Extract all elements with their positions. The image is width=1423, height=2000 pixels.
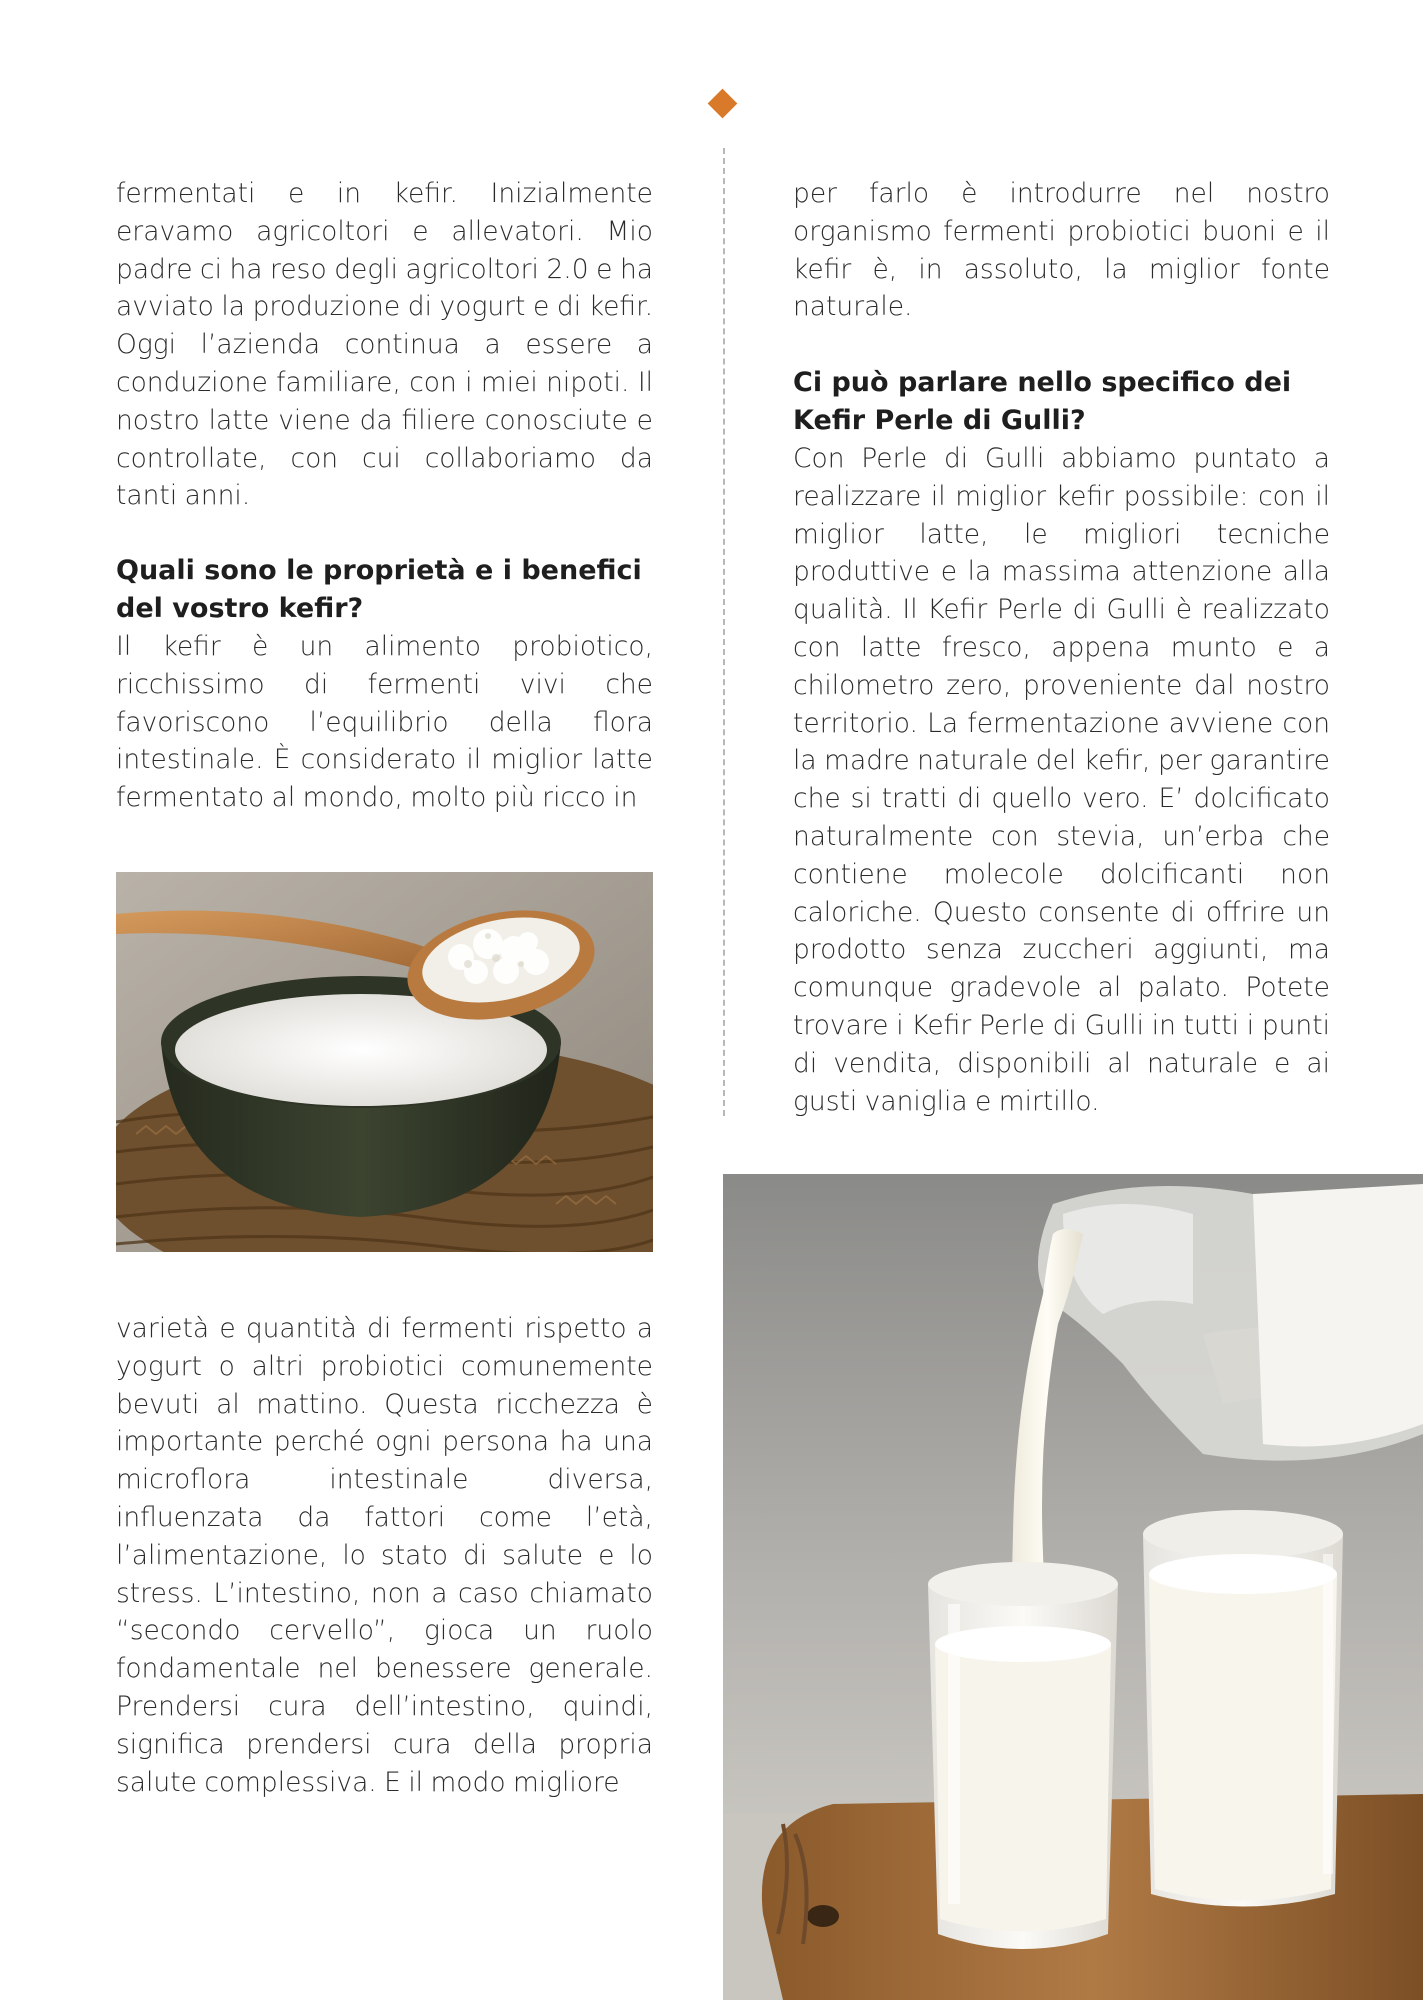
kefir-pouring-photo	[723, 1174, 1423, 2000]
body-paragraph: per farlo è introdurre nel nostro organismo fermenti probiotici buoni e il kefir è, in assoluto, la miglior fonte naturale.	[793, 178, 1330, 323]
body-paragraph: varietà e quantità di fermenti rispetto a yogurt o altri probiotici comunemente bevuti al mattino. Questa ricchezza è importante perché ogni persona ha una microflora intestinale diversa, influenzata da fattori come l’età, l’alimentazione, lo stato di salute e lo stress. L’intestino, non a caso chiamato “secondo cervello”, gioca un ruolo fondamentale nel benessere generale. Prendersi cura dell’intestino, quindi, significa prendersi cura della propria salute complessiva. E il modo migliore	[116, 1313, 653, 1798]
question-heading: Quali sono le proprietà e i benefici del vostro kefir?	[116, 555, 642, 624]
body-paragraph: Con Perle di Gulli abbiamo puntato a realizzare il miglior kefir possibile: con il miglior latte, le migliori tecniche produttive e la massima attenzione alla qualità. Il Kefir Perle di Gulli è realizzato con latte fresco, appena munto e a chilometro zero, proveniente dal nostro territorio. La fermentazione avviene con la madre naturale del kefir, per garantire che si tratti di quello vero. E’ dolcificato naturalmente con stevia, un’erba che contiene molecole dolcificanti non caloriche. Questo consente di offrire un prodotto senza zuccheri aggiunti, ma comunque gradevole al palato. Potete trovare i Kefir Perle di Gulli in tutti i punti di vendita, disponibili al naturale e ai gusti vaniglia e mirtillo.	[793, 443, 1330, 1117]
kefir-bowl-photo	[116, 872, 653, 1252]
body-paragraph: Il kefir è un alimento probiotico, ricchissimo di fermenti vivi che favoriscono l’equilibrio della flora intestinale. È considerato il miglior latte fermentato al mondo, molto più ricco in	[116, 631, 653, 814]
column-divider	[723, 148, 725, 1116]
question-heading: Ci può parlare nello specifico dei Kefir Perle di Gulli?	[793, 367, 1292, 436]
ornament-diamond-icon	[708, 89, 738, 119]
body-paragraph: fermentati e in kefir. Inizialmente eravamo agricoltori e allevatori. Mio padre ci ha reso degli agricoltori 2.0 e ha avviato la produzione di yogurt e di kefir. Oggi l’azienda continua a essere a conduzione familiare, con i miei nipoti. Il nostro latte viene da filiere conosciute e controllate, con cui collaboriamo da tanti anni.	[116, 178, 653, 512]
